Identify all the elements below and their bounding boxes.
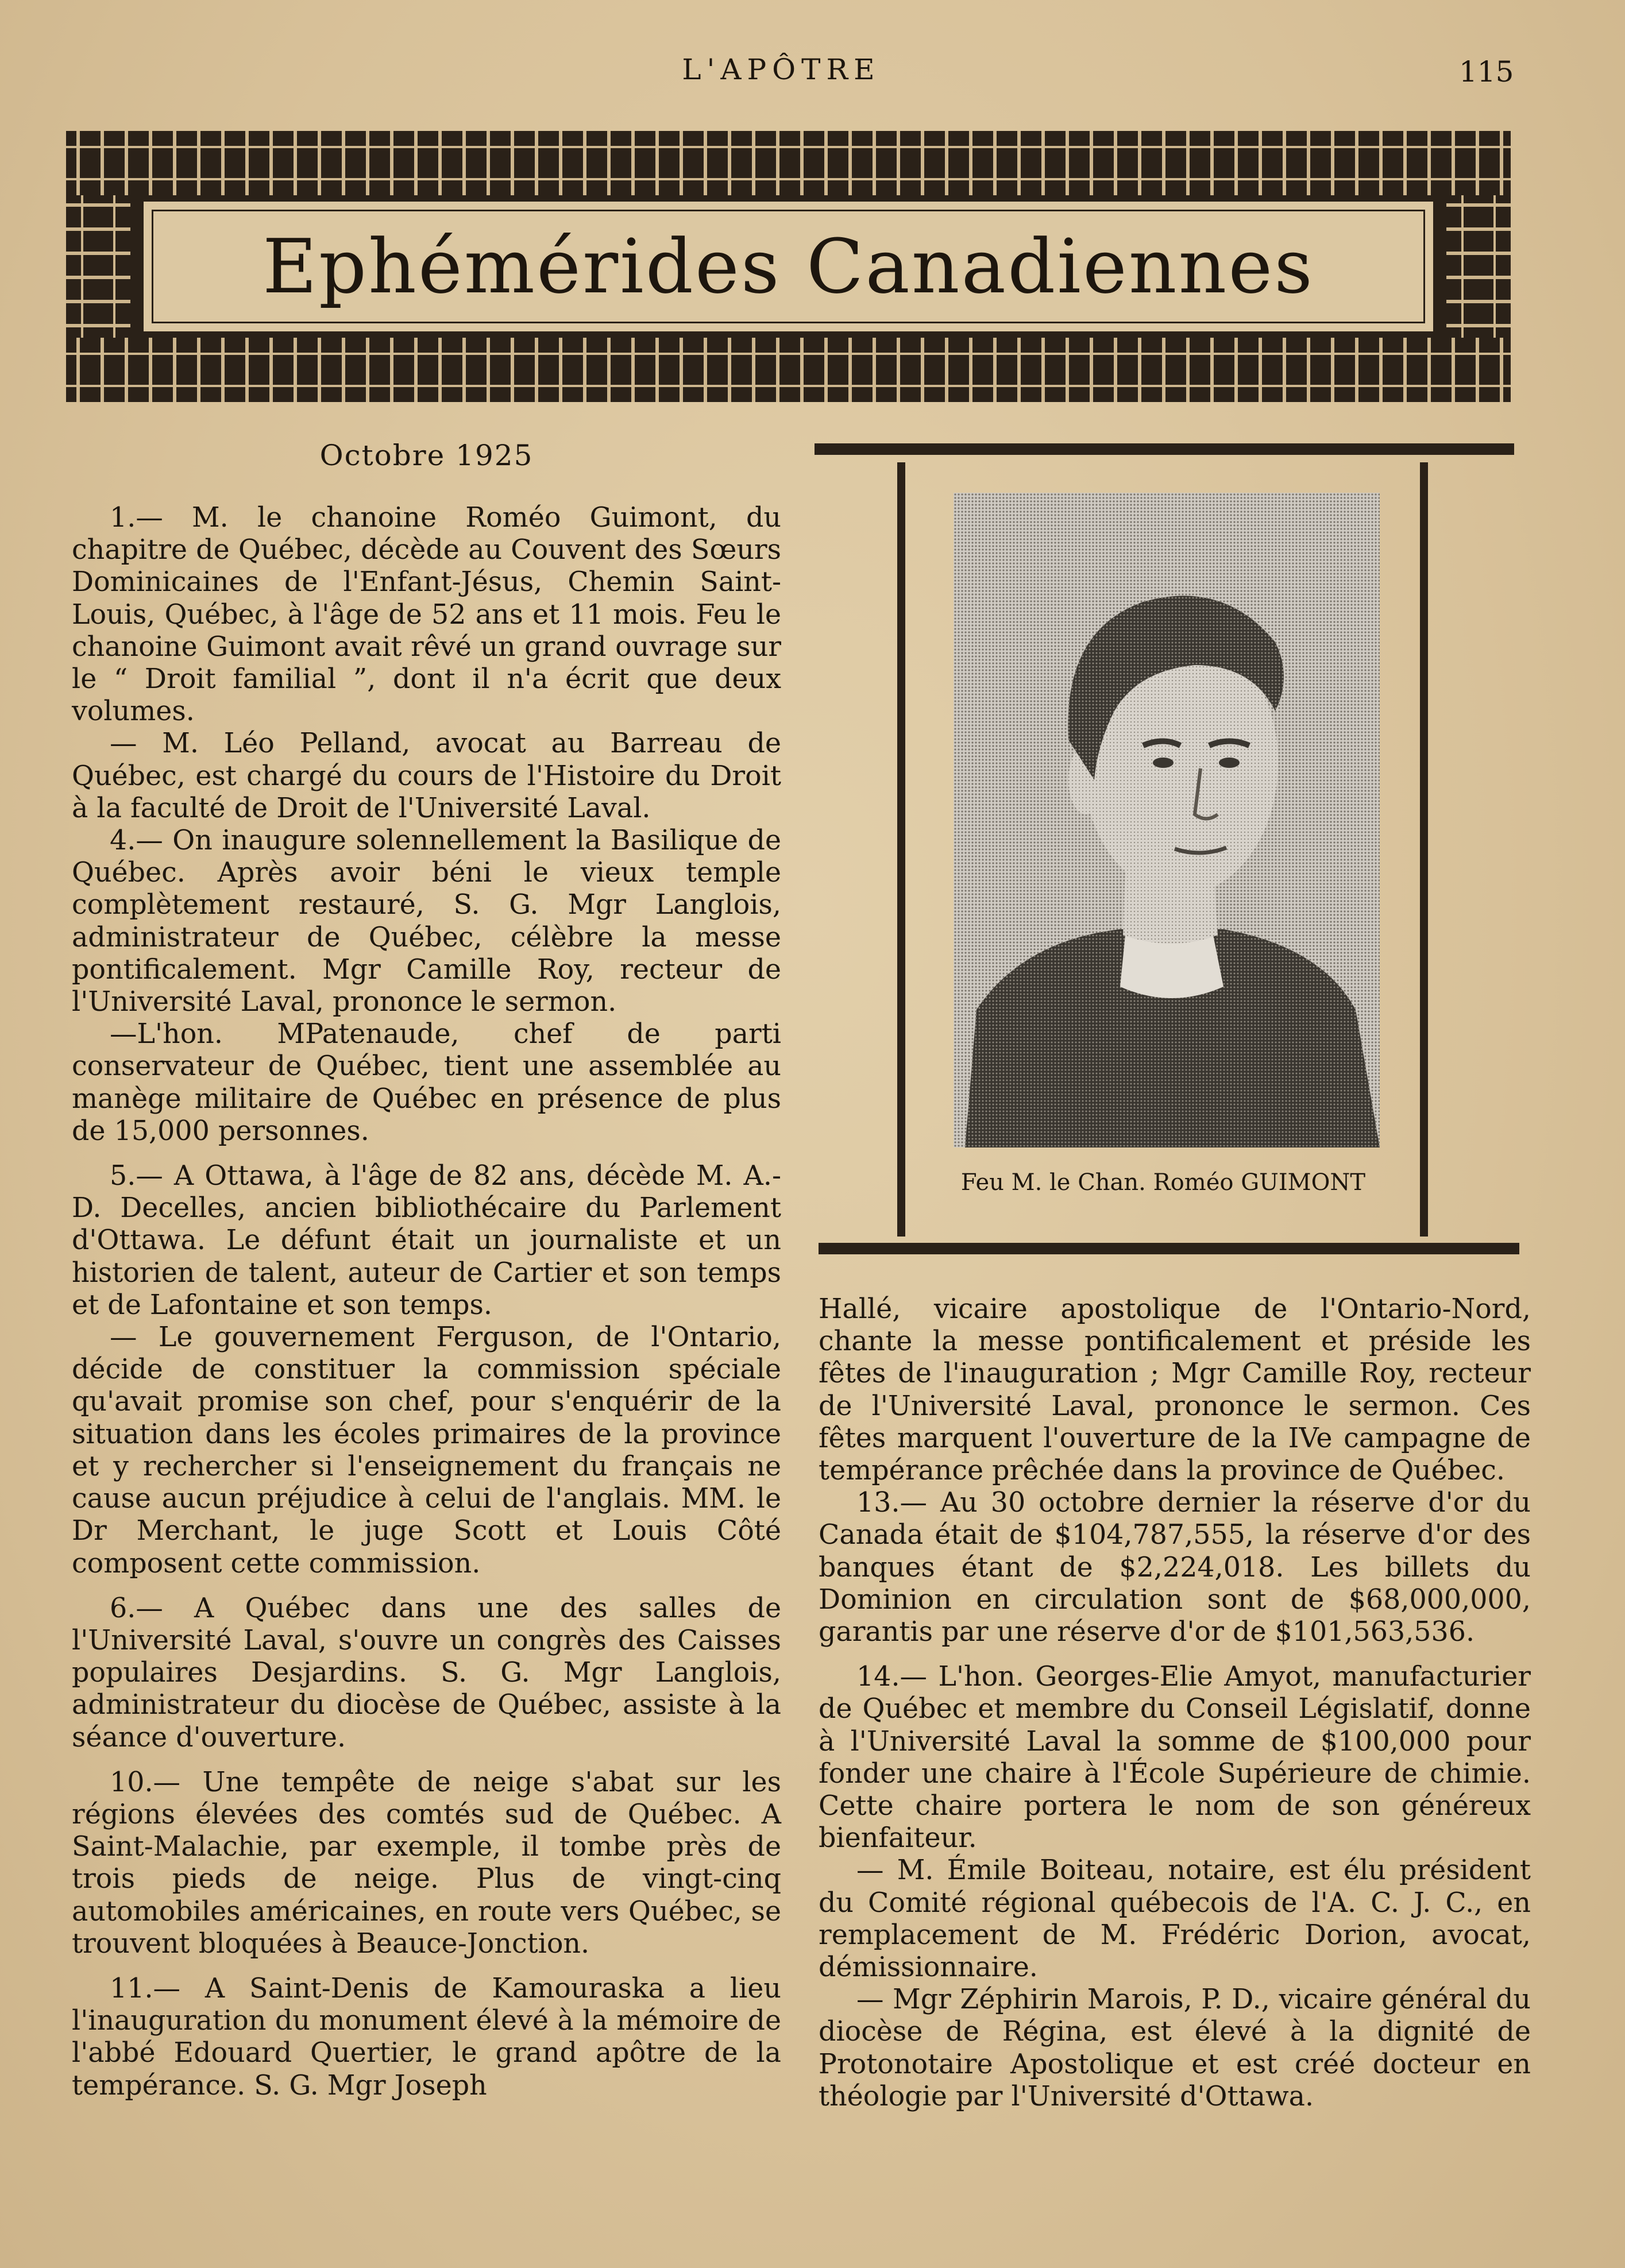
entry-paragraph: 4.— On inaugure solennellement la Basilique de Québec. Après avoir béni le vieux temple complètement restauré, S. G. Mgr Langlois, administrateur de Québec, célèbre la messe pontificalement. Mgr Camille Roy, recteur de l'Université Laval, prononce le sermon. [72,825,781,1018]
entry-paragraph: 1.— M. le chanoine Roméo Guimont, du chapitre de Québec, décède au Couvent des Sœurs Dominicaines de l'Enfant-Jésus, Chemin Saint-Louis, Québec, à l'âge de 52 ans et 11 mois. Feu le chanoine Guimont avait rêvé un grand ouvrage sur le “ Droit familial ”, dont il n'a écrit que deux volumes. [72,502,781,728]
entry-paragraph: 6.— A Québec dans une des salles de l'Université Laval, s'ouvre un congrès des Caisses populaires Desjardins. S. G. Mgr Langlois, administrateur du diocèse de Québec, assiste à la séance d'ouverture. [72,1592,781,1753]
photo-frame-bottom-rule [819,1243,1519,1254]
photo-frame-top-rule [815,443,1514,455]
entry-paragraph: — Le gouvernement Ferguson, de l'Ontario, décide de constituer la commission spéciale qu'avait promise son chef, pour s'enquérir de la situation dans les écoles primaires de la province et y rechercher si l'enseignement du français ne cause aucun préjudice à celui de l'anglais. MM. le Dr Merchant, le juge Scott et Louis Côté composent cette commission. [72,1322,781,1579]
decorative-banner [66,131,1511,402]
ornament-border-bottom [66,338,1511,402]
entry-paragraph: 13.— Au 30 octobre dernier la réserve d'or du Canada était de $104,787,555, la réserve d'or des banques étant de $2,224,018. Les billets du Dominion en circulation sont de $68,000,000, garantis par une réserve d'or de $101,563,536. [819,1487,1531,1648]
entry-paragraph: —L'hon. MPatenaude, chef de parti conservateur de Québec, tient une assemblée au manège militaire de Québec en présence de plus de 15,000 personnes. [72,1018,781,1147]
running-title: L'APÔTRE [682,53,881,86]
photo-caption: Feu M. le Chan. Roméo GUIMONT [960,1169,1366,1196]
ornament-border-top [66,131,1511,195]
right-column [819,1293,1531,2113]
entry-paragraph: — M. Émile Boiteau, notaire, est élu président du Comité régional québecois de l'A. C. J. C., en remplacement de M. Frédéric Dorion, avocat, démissionnaire. [819,1854,1531,1984]
portrait-photo [954,493,1380,1147]
left-column [72,502,781,2102]
photo-frame-left-rule [897,462,905,1237]
ornament-border-left [66,195,130,338]
entry-paragraph: — Mgr Zéphirin Marois, P. D., vicaire général du diocèse de Régina, est élevé à la dignité de Protonotaire Apostolique et est créé docteur en théologie par l'Université d'Ottawa. [819,1984,1531,2112]
month-heading: Octobre 1925 [319,439,534,472]
entry-paragraph: — M. Léo Pelland, avocat au Barreau de Québec, est chargé du cours de l'Histoire du Droit à la faculté de Droit de l'Université Laval. [72,728,781,824]
banner-title-box [141,199,1436,334]
page-number: 115 [1459,55,1514,88]
entry-paragraph: 5.— A Ottawa, à l'âge de 82 ans, décède M. A.-D. Decelles, ancien bibliothécaire du Parlement d'Ottawa. Le défunt était un journaliste et un historien de talent, auteur de Cartier et son temps et de Lafontaine et son temps. [72,1160,781,1321]
ornament-border-right [1446,195,1511,338]
entry-paragraph: Hallé, vicaire apostolique de l'Ontario-Nord, chante la messe pontificalement et préside les fêtes de l'inauguration ; Mgr Camille Roy, recteur de l'Université Laval, prononce le sermon. Ces fêtes marquent l'ouverture de la IVe campagne de tempérance prêchée dans la province de Québec. [819,1293,1531,1487]
entry-paragraph: 10.— Une tempête de neige s'abat sur les régions élevées des comtés sud de Québec. A Saint-Malachie, par exemple, il tombe près de trois pieds de neige. Plus de vingt-cinq automobiles américaines, en route vers Québec, se trouvent bloquées à Beauce-Jonction. [72,1766,781,1960]
section-title: Ephémérides Canadiennes [263,223,1314,310]
photo-frame-right-rule [1420,462,1428,1237]
entry-paragraph: 14.— L'hon. Georges-Elie Amyot, manufacturier de Québec et membre du Conseil Législatif, donne à l'Université Laval la somme de $100,000 pour fonder une chaire à l'École Supérieure de chimie. Cette chaire portera le nom de son généreux bienfaiteur. [819,1661,1531,1854]
entry-paragraph: 11.— A Saint-Denis de Kamouraska a lieu l'inauguration du monument élevé à la mémoire de l'abbé Edouard Quertier, le grand apôtre de la tempérance. S. G. Mgr Joseph [72,1972,781,2101]
portrait-image [954,493,1380,1147]
